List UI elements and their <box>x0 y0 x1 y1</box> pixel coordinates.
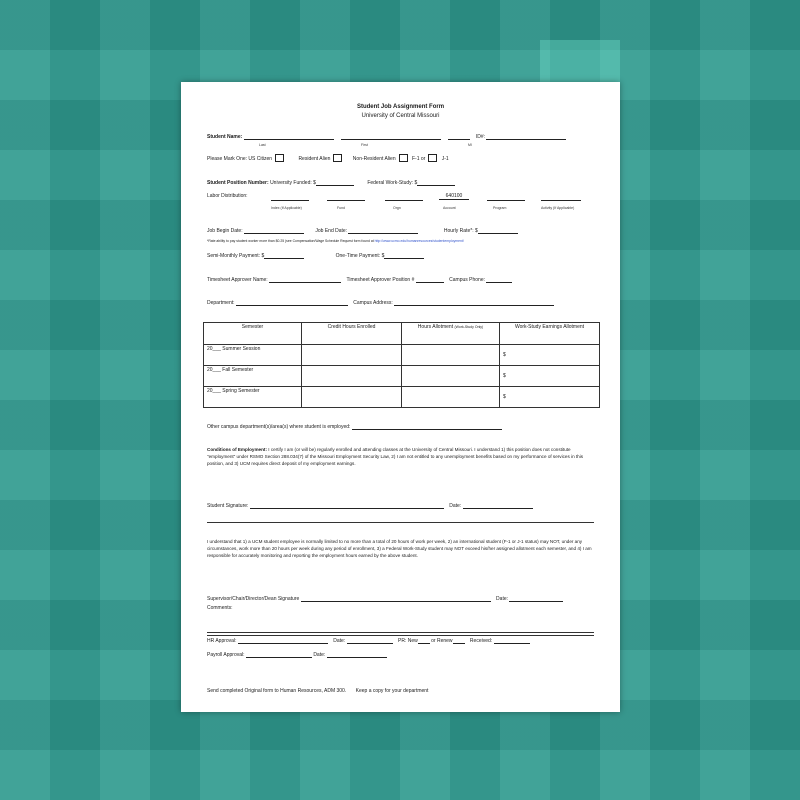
payment-row <box>207 253 594 259</box>
campus-phone-field[interactable] <box>486 277 512 283</box>
new-field[interactable] <box>418 638 430 644</box>
supervisor-date-field[interactable] <box>509 596 563 602</box>
id-field[interactable] <box>486 134 566 140</box>
mark-one-label: Please Mark One: <box>207 156 248 162</box>
labor-orgn-field[interactable] <box>385 195 423 201</box>
student-signature-row <box>207 503 594 509</box>
payroll-approval-field[interactable] <box>246 652 312 658</box>
mi-sub: MI <box>468 143 472 147</box>
header-note: (Work-Study Only) <box>454 325 484 329</box>
j1-checkbox[interactable] <box>428 154 437 162</box>
footer-keep-text: Keep a copy for your department <box>355 688 429 694</box>
citizenship-row <box>207 154 594 162</box>
year-prefix[interactable]: 20___ <box>207 367 221 373</box>
semi-monthly-field[interactable] <box>264 253 304 259</box>
hours-allotment-cell[interactable] <box>402 366 500 387</box>
table-header-row <box>204 323 600 345</box>
federal-ws-label: Federal Work-Study: <box>367 180 414 186</box>
labor-account-value: 640100 <box>439 193 469 200</box>
table-row <box>204 366 600 387</box>
student-name-row <box>207 134 594 140</box>
job-end-field[interactable] <box>348 228 418 234</box>
earnings-cell[interactable]: $ <box>500 387 600 408</box>
first-name-field[interactable] <box>341 134 441 140</box>
univ-funded-field[interactable] <box>316 180 354 186</box>
student-date-label: Date: <box>449 503 462 509</box>
table-row <box>204 387 600 408</box>
conditions-text: I certify I am (or will be) regularly enrolled and attending classes at the University of Central Missouri. I understand 1) this position does not constitute "employment" under RSMO Section 288.034(7) of the Missouri Employment Security Law, 2) I am not entitled to any unemployment benefits based on my performance of services in this position, and 3) UCM requires direct deposit of my employment earnings. <box>207 447 584 467</box>
renew-field[interactable] <box>453 638 465 644</box>
resident-alien-label: Resident Alien <box>298 156 331 162</box>
hr-approval-row <box>207 638 594 644</box>
id-label: ID#: <box>475 134 486 140</box>
one-time-label: One-Time Payment: <box>335 253 381 259</box>
student-signature-field[interactable] <box>250 503 444 509</box>
received-field[interactable] <box>494 638 530 644</box>
labor-activity-field[interactable] <box>541 195 581 201</box>
footnote-link[interactable]: http://www.ucmo.edu/humanresources/studentemployment/ <box>374 239 464 243</box>
credit-hours-cell[interactable] <box>302 387 402 408</box>
job-end-label: Job End Date: <box>315 228 348 234</box>
supervisor-date-label: Date: <box>496 596 508 602</box>
section-divider <box>207 522 594 523</box>
approver-row <box>207 277 594 283</box>
student-date-field[interactable] <box>463 503 533 509</box>
semester-table <box>203 322 600 408</box>
hourly-rate-field[interactable] <box>478 228 518 234</box>
student-name-label: Student Name: <box>207 134 243 140</box>
us-citizen-label: US Citizen <box>248 156 273 162</box>
approver-position-label: Timesheet Approver Position # <box>346 277 415 283</box>
year-prefix[interactable]: 20___ <box>207 388 221 394</box>
footnote <box>207 239 594 243</box>
approver-position-field[interactable] <box>416 277 444 283</box>
one-time-field[interactable] <box>381 253 424 259</box>
resident-alien-checkbox[interactable] <box>333 154 342 162</box>
header-credit-hours: Credit Hours Enrolled <box>302 323 402 345</box>
labor-sub-program: Program <box>493 206 507 210</box>
hourly-dollar: $ <box>474 228 478 234</box>
fws-dollar: $ <box>414 180 418 186</box>
federal-ws-field[interactable] <box>417 180 455 186</box>
header-work-study: Work-Study Earnings Allotment <box>500 323 600 345</box>
one-time-dollar: $ <box>381 253 385 259</box>
semester-cell <box>204 345 302 366</box>
footer-row <box>207 688 594 694</box>
pr-label: PR: <box>397 638 407 644</box>
nonresident-alien-checkbox[interactable] <box>399 154 408 162</box>
labor-program-field[interactable] <box>487 195 525 201</box>
campus-phone-label: Campus Phone: <box>449 277 486 283</box>
semester-name: Spring Semester <box>222 388 260 394</box>
earnings-cell[interactable]: $ <box>500 345 600 366</box>
hours-allotment-cell[interactable] <box>402 387 500 408</box>
department-label: Department: <box>207 300 235 306</box>
or-renew-label: or Renew <box>431 638 453 644</box>
labor-sub-fund: Fund <box>337 206 345 210</box>
department-row <box>207 300 594 306</box>
supervisor-signature-field[interactable] <box>301 596 491 602</box>
header-hours-allotment-label: Hours Allotment <box>417 324 454 330</box>
campus-address-label: Campus Address: <box>353 300 393 306</box>
job-begin-field[interactable] <box>244 228 304 234</box>
nonresident-alien-label: Non-Resident Alien <box>352 156 396 162</box>
received-label: Received: <box>469 638 493 644</box>
last-sub: Last <box>259 143 266 147</box>
earnings-cell[interactable]: $ <box>500 366 600 387</box>
conditions-heading: Conditions of Employment: <box>207 447 267 452</box>
semester-cell <box>204 387 302 408</box>
labor-sub-account: Account <box>443 206 456 210</box>
labor-dist-label: Labor Distribution: <box>207 193 248 199</box>
job-dates-row <box>207 228 594 234</box>
hours-allotment-cell[interactable] <box>402 345 500 366</box>
supervisor-sig-label: Supervisor/Chair/Director/Dean Signature <box>207 596 300 602</box>
header-hours-allotment <box>402 323 500 345</box>
semester-name: Summer Session <box>222 346 261 352</box>
hr-approval-label: HR Approval: <box>207 638 237 644</box>
comments-line <box>207 632 594 633</box>
table-row <box>204 345 600 366</box>
us-citizen-checkbox[interactable] <box>275 154 284 162</box>
campus-address-field[interactable] <box>394 300 554 306</box>
understanding-paragraph: I understand that 1) a UCM student employee is normally limited to no more than a total of 20 hours of work per week, 2) an international student (F-1 or J-1 status) may NOT, under any circumstances, work more than 20 hours per week during any period of enrollment, 3) a Federal Work-Study student may NOT exceed his/her assigned allotment each semester, and 4) I am responsible for accurately monitoring and reporting the employment hours earned by the above student. <box>207 539 592 559</box>
j1-label: J-1 <box>441 156 449 162</box>
payroll-date-field[interactable] <box>327 652 387 658</box>
hourly-rate-label: Hourly Rate*: <box>443 228 474 234</box>
office-divider <box>207 635 594 636</box>
mi-field[interactable] <box>448 134 470 140</box>
hr-date-label: Date: <box>333 638 346 644</box>
footnote-text: *Rate ability to pay student worker more than $0.25 (see Compensation/Wage Schedule Request form found at <box>207 239 374 243</box>
hr-date-field[interactable] <box>347 638 393 644</box>
credit-hours-cell[interactable] <box>302 345 402 366</box>
approver-name-label: Timesheet Approver Name: <box>207 277 268 283</box>
new-label: New <box>407 638 418 644</box>
supervisor-row <box>207 596 594 602</box>
payroll-row <box>207 652 594 658</box>
semi-dollar: $ <box>261 253 265 259</box>
position-number-label: Student Position Number: <box>207 180 269 186</box>
credit-hours-cell[interactable] <box>302 366 402 387</box>
other-dept-label: Other campus department(s)/area(s) where student is employed: <box>207 424 351 430</box>
year-prefix[interactable]: 20___ <box>207 346 221 352</box>
department-field[interactable] <box>236 300 348 306</box>
last-name-field[interactable] <box>244 134 334 140</box>
semi-monthly-label: Semi-Monthly Payment: <box>207 253 261 259</box>
labor-sub-index: Index (If Applicable) <box>271 206 302 210</box>
other-dept-field[interactable] <box>352 424 502 430</box>
labor-sub-activity: Activity (If Applicable) <box>541 206 575 210</box>
first-sub: First <box>361 143 368 147</box>
other-dept-row <box>207 424 594 430</box>
univ-funded-label: University Funded: <box>270 180 312 186</box>
semester-name: Fall Semester <box>222 367 254 373</box>
form-title: Student Job Assignment Form <box>356 104 445 110</box>
payroll-approval-label: Payroll Approval: <box>207 652 245 658</box>
footer-send-text: Send completed Original form to Human Resources, ADM 300. <box>207 688 347 694</box>
labor-index-field[interactable] <box>271 195 309 201</box>
univ-dollar: $ <box>313 180 316 186</box>
hr-approval-field[interactable] <box>238 638 328 644</box>
conditions-paragraph <box>207 446 594 467</box>
comments-label: Comments: <box>207 605 233 611</box>
labor-fund-field[interactable] <box>327 195 365 201</box>
job-begin-label: Job Begin Date: <box>207 228 243 234</box>
semester-cell <box>204 366 302 387</box>
payroll-date-label: Date: <box>313 652 326 658</box>
approver-name-field[interactable] <box>269 277 341 283</box>
student-signature-label: Student Signature: <box>207 503 249 509</box>
header-semester: Semester <box>204 323 302 345</box>
f1-label: F-1 or <box>412 156 426 162</box>
form-document <box>181 82 620 712</box>
form-subtitle: University of Central Missouri <box>361 113 440 119</box>
comments-row <box>207 605 594 611</box>
position-row <box>207 180 594 186</box>
labor-sub-orgn: Orgn <box>393 206 401 210</box>
